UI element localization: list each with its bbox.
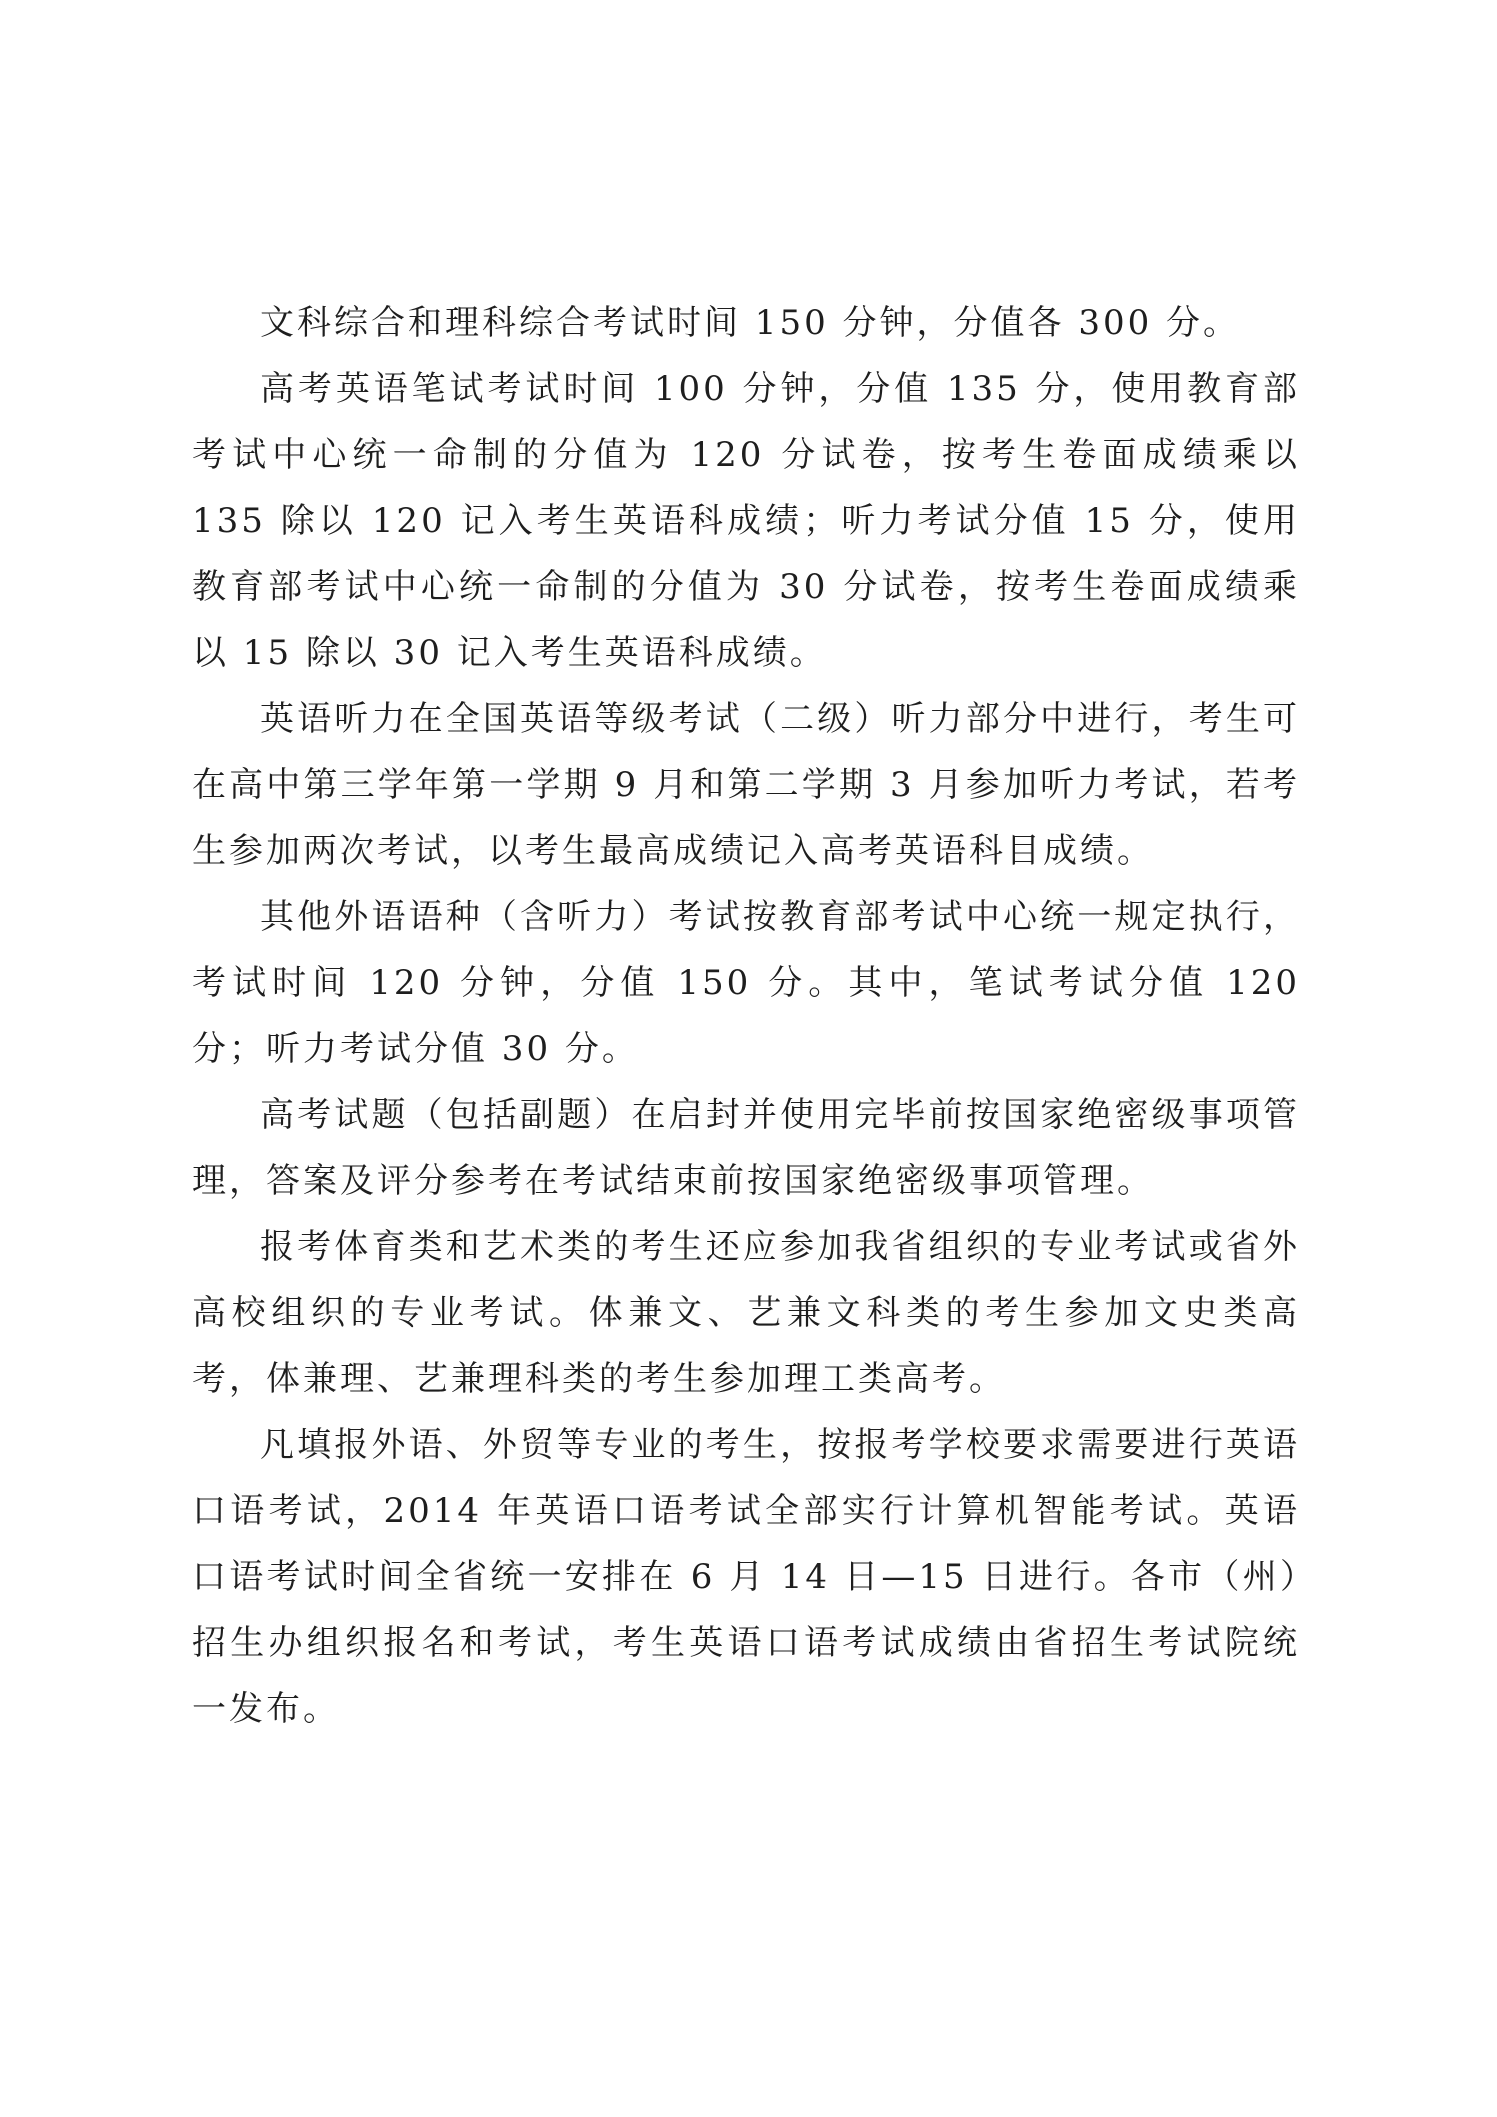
paragraph-english-written: 高考英语笔试考试时间 100 分钟，分值 135 分，使用教育部考试中心统一命制的分值为 120 分试卷，按考生卷面成绩乘以 135 除以 120 记入考生英语科成绩；听力考试分值 15 分，使用教育部考试中心统一命制的分值为 30 分试卷，按考生卷面成绩乘以 15 除以 30 记入考生英语科成绩。 bbox=[192, 369, 1300, 673]
paragraph-oral-english: 凡填报外语、外贸等专业的考生，按报考学校要求需要进行英语口语考试，2014 年英语口语考试全部实行计算机智能考试。英语口语考试时间全省统一安排在 6 月 14 日—15 日进行。各市（州）招生办组织报名和考试，考生英语口语考试成绩由省招生考试院统一发布。 bbox=[192, 1425, 1300, 1729]
paragraph-confidentiality: 高考试题（包括副题）在启封并使用完毕前按国家绝密级事项管理，答案及评分参考在考试结束前按国家绝密级事项管理。 bbox=[192, 1095, 1300, 1201]
paragraph-other-languages: 其他外语语种（含听力）考试按教育部考试中心统一规定执行，考试时间 120 分钟，分值 150 分。其中，笔试考试分值 120 分；听力考试分值 30 分。 bbox=[192, 897, 1300, 1069]
document-body bbox=[192, 290, 1300, 1742]
paragraph-english-listening: 英语听力在全国英语等级考试（二级）听力部分中进行，考生可在高中第三学年第一学期 9 月和第二学期 3 月参加听力考试，若考生参加两次考试，以考生最高成绩记入高考英语科目成绩。 bbox=[192, 699, 1300, 871]
paragraph-sports-arts: 报考体育类和艺术类的考生还应参加我省组织的专业考试或省外高校组织的专业考试。体兼文、艺兼文科类的考生参加文史类高考，体兼理、艺兼理科类的考生参加理工类高考。 bbox=[192, 1227, 1300, 1399]
paragraph-exam-duration: 文科综合和理科综合考试时间 150 分钟，分值各 300 分。 bbox=[260, 303, 1241, 343]
